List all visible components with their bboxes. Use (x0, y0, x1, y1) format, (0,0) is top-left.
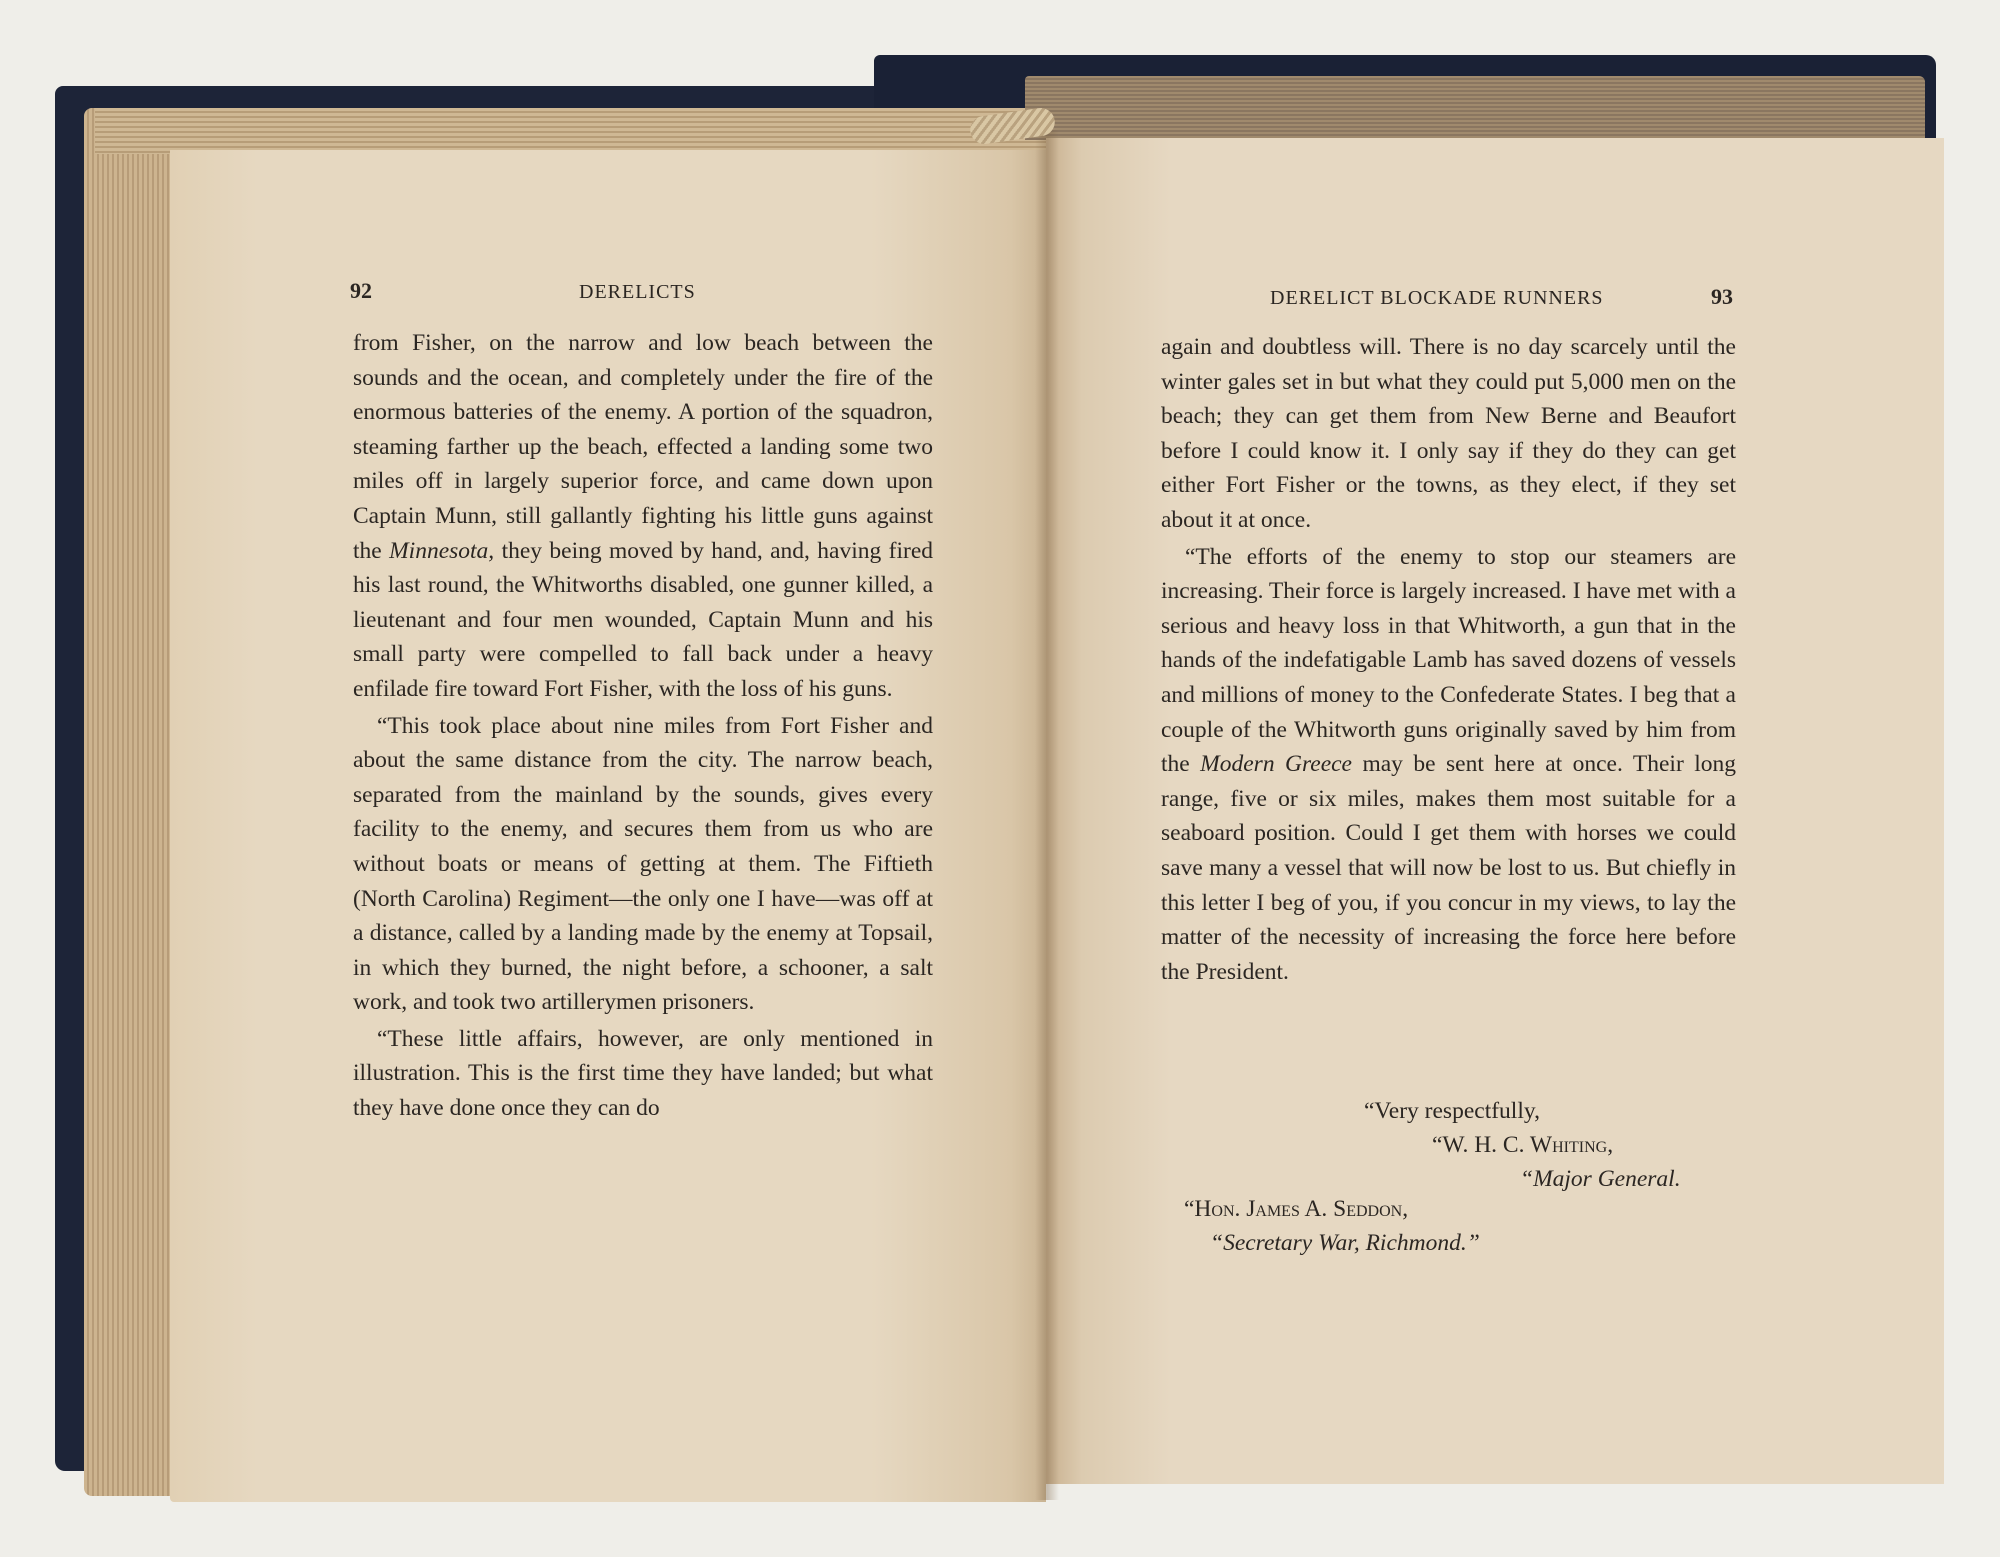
paragraph (1161, 540, 1736, 990)
page-edges-top-left (95, 108, 1055, 154)
paragraph-text: may be sent here at once. Their long range, five or six miles, makes them most suitable for a seaboard position. Could I get them with horses we could save many a vessel that will now be lost to us. But chiefly in this letter I beg of you, if you concur in my views, to lay the matter of the necessity of increasing the force here before the President. (1161, 751, 1736, 985)
letter-salutation: “Very respectfully, (1364, 1098, 1540, 1124)
right-page-text (1161, 330, 1736, 989)
letter-addressee: “Hon. James A. Seddon, (1184, 1196, 1409, 1222)
right-page-number: 93 (1711, 284, 1733, 309)
letter-addressee-title: “Secretary War, Richmond.” (1210, 1230, 1480, 1256)
page-edges-top-right (1025, 76, 1925, 140)
left-page-text (353, 326, 933, 1126)
paragraph-text: from Fisher, on the narrow and low beach between the sounds and the ocean, and completely under the fire of the enormous batteries of the enemy. A portion of the squadron, steaming farther up the beach, effected a landing some two miles off in largely superior force, and came down upon Captain Munn, still gallantly fighting his little guns against the (353, 330, 933, 564)
paragraph: again and doubtless will. There is no day scarcely until the winter gales set in but what they could put 5,000 men on the beach; they can get them from New Berne and Beaufort before I could know it. I only say if they do they can get either Fort Fisher or the towns, as they elect, if they set about it at once. (1161, 334, 1736, 533)
ship-name-italic: Modern Greece (1200, 751, 1352, 778)
letter-rank: “Major General. (1520, 1166, 1681, 1192)
letter-signature: “W. H. C. Whiting, (1432, 1132, 1614, 1158)
paragraph-text: “The efforts of the enemy to stop our steamers are increasing. Their force is largely increased. I have met with a serious and heavy loss in that Whitworth, a gun that in the hands of the indefatigable Lamb has saved dozens of vessels and millions of money to the Confederate States. I beg that a couple of the Whitworth guns originally saved by him from the (1161, 543, 1736, 778)
left-page-number: 92 (350, 278, 372, 303)
right-running-head: DERELICT BLOCKADE RUNNERS (1270, 287, 1604, 309)
book-gutter (1035, 130, 1059, 1500)
paragraph-text: they being moved by hand, and, having fired his last round, the Whitworths disabled, one gunner killed, a lieutenant and four men wounded, Captain Munn and his small party were compelled to fall back under a heavy enfilade fire toward Fort Fisher, with the loss of his guns. (353, 537, 933, 702)
paragraph: “This took place about nine miles from Fort Fisher and about the same distance from the city. The narrow beach, separated from the mainland by the sounds, gives every facility to the enemy, and secures them from us who are without boats or means of getting at them. The Fiftieth (North Carolina) Regiment—the only one I have—was off at a distance, called by a landing made by the enemy at Topsail, in which they burned, the night before, a schooner, a salt work, and took two artillerymen prisoners. (353, 712, 933, 1016)
paragraph: “These little affairs, however, are only mentioned in illustration. This is the first time they have landed; but what they have done once they can do (353, 1025, 933, 1122)
left-running-head: DERELICTS (579, 281, 696, 303)
paragraph (353, 326, 933, 707)
ship-name-italic: Minnesota, (389, 537, 495, 564)
